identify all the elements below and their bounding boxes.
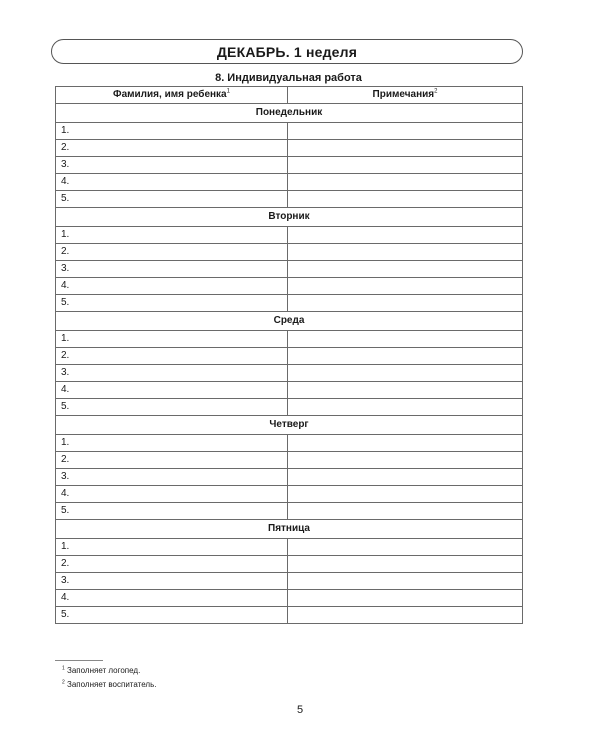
child-name-cell: 3. [56, 157, 288, 174]
child-name-cell: 5. [56, 503, 288, 520]
notes-cell [288, 295, 523, 312]
day-heading: Среда [56, 312, 523, 331]
column-header-notes: Примечания$^2$ [288, 87, 523, 104]
notes-cell [288, 556, 523, 573]
day-row [56, 312, 523, 331]
table-row [56, 123, 523, 140]
page-number: 5 [296, 704, 304, 716]
child-name-cell: 3. [56, 469, 288, 486]
notes-cell [288, 227, 523, 244]
table-row [56, 227, 523, 244]
table-row [56, 486, 523, 503]
child-name-cell: 1. [56, 539, 288, 556]
table-row [56, 590, 523, 607]
notes-cell [288, 607, 523, 624]
child-name-cell: 1. [56, 123, 288, 140]
notes-cell [288, 382, 523, 399]
notes-cell [288, 399, 523, 416]
table-row [56, 365, 523, 382]
footnote-divider [55, 660, 103, 661]
child-name-cell: 4. [56, 486, 288, 503]
table-row [56, 191, 523, 208]
child-name-cell: 5. [56, 191, 288, 208]
table-row [56, 295, 523, 312]
child-name-cell: 2. [56, 244, 288, 261]
individual-work-table [55, 86, 523, 624]
day-heading: Вторник [56, 208, 523, 227]
table-row [56, 278, 523, 295]
notes-cell [288, 140, 523, 157]
table-row [56, 607, 523, 624]
table-row [56, 244, 523, 261]
day-heading: Понедельник [56, 104, 523, 123]
day-row [56, 104, 523, 123]
day-row [56, 208, 523, 227]
child-name-cell: 4. [56, 174, 288, 191]
notes-cell [288, 435, 523, 452]
table-row [56, 452, 523, 469]
table-row [56, 140, 523, 157]
child-name-cell: 2. [56, 140, 288, 157]
notes-cell [288, 469, 523, 486]
notes-cell [288, 348, 523, 365]
table-row [56, 399, 523, 416]
notes-cell [288, 191, 523, 208]
notes-cell [288, 174, 523, 191]
child-name-cell: 3. [56, 573, 288, 590]
notes-cell [288, 486, 523, 503]
notes-cell [288, 590, 523, 607]
table-row [56, 348, 523, 365]
table-row [56, 469, 523, 486]
day-row [56, 416, 523, 435]
table-row [56, 573, 523, 590]
footnote-2: $^2$ Заполняет воспитатель. [62, 679, 157, 689]
notes-cell [288, 244, 523, 261]
child-name-cell: 4. [56, 382, 288, 399]
day-row [56, 520, 523, 539]
child-name-cell: 1. [56, 227, 288, 244]
child-name-cell: 2. [56, 556, 288, 573]
day-heading: Пятница [56, 520, 523, 539]
table-row [56, 503, 523, 520]
notes-cell [288, 573, 523, 590]
child-name-cell: 3. [56, 365, 288, 382]
notes-cell [288, 278, 523, 295]
notes-cell [288, 261, 523, 278]
child-name-cell: 2. [56, 348, 288, 365]
table-row [56, 435, 523, 452]
notes-cell [288, 157, 523, 174]
notes-cell [288, 539, 523, 556]
table-row [56, 331, 523, 348]
column-header-child-name: Фамилия, имя ребенка$^1$ [56, 87, 288, 104]
table-row [56, 261, 523, 278]
notes-cell [288, 331, 523, 348]
table-row [56, 157, 523, 174]
table-row [56, 382, 523, 399]
table-row [56, 556, 523, 573]
child-name-cell: 1. [56, 435, 288, 452]
child-name-cell: 4. [56, 590, 288, 607]
notes-cell [288, 452, 523, 469]
child-name-cell: 5. [56, 607, 288, 624]
day-heading: Четверг [56, 416, 523, 435]
table-row [56, 174, 523, 191]
table-row [56, 539, 523, 556]
page-header [51, 39, 523, 64]
child-name-cell: 2. [56, 452, 288, 469]
section-title: 8. Индивидуальная работа [215, 72, 362, 84]
child-name-cell: 1. [56, 331, 288, 348]
child-name-cell: 5. [56, 399, 288, 416]
child-name-cell: 5. [56, 295, 288, 312]
child-name-cell: 4. [56, 278, 288, 295]
notes-cell [288, 503, 523, 520]
table-header-row [56, 87, 523, 104]
notes-cell [288, 365, 523, 382]
footnote-1: $^1$ Заполняет логопед. [62, 665, 141, 675]
header-title: ДЕКАБРЬ. 1 неделя [216, 43, 358, 60]
notes-cell [288, 123, 523, 140]
child-name-cell: 3. [56, 261, 288, 278]
